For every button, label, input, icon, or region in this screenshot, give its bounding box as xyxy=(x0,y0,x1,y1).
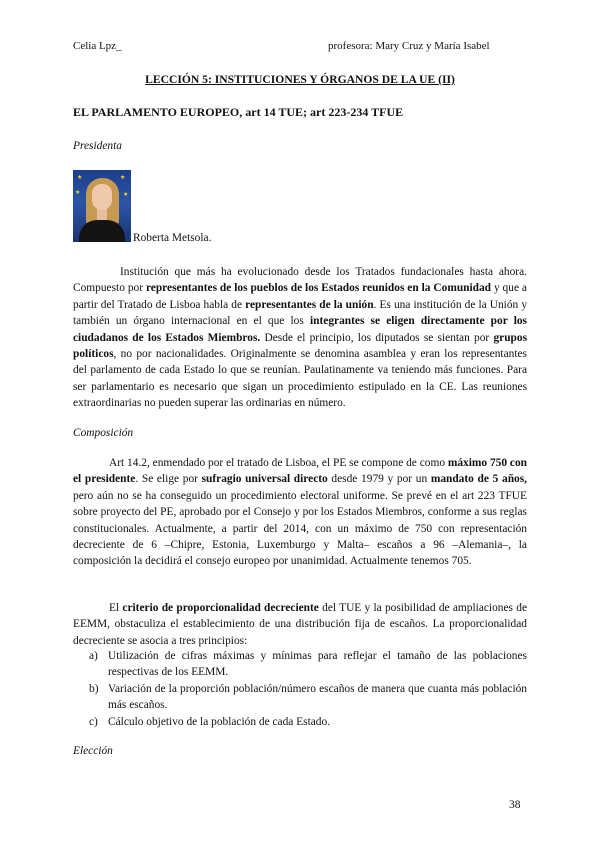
principles-list xyxy=(73,648,527,730)
intro: grupos políticos xyxy=(73,331,528,361)
header-author: Celia Lpz_ xyxy=(73,40,122,52)
intro: Institución que más ha evolucionado desde los Tratados fundacionales hasta ahora. Compuesto por xyxy=(73,266,527,295)
intro: representantes de la unión xyxy=(245,298,374,311)
principle-marker: c) xyxy=(89,715,98,728)
intro: Desde el principio, los diputados se sientan por xyxy=(260,331,494,344)
principle-item xyxy=(73,648,527,681)
principle-marker: a) xyxy=(89,650,98,662)
composicion-p1: . Se elige por xyxy=(135,473,202,486)
presidenta-heading: Presidenta xyxy=(73,140,122,152)
composicion-p1: desde 1979 y por un xyxy=(327,473,431,486)
composicion-p1: Art 14.2, enmendado por el tratado de Lisboa, el PE se compone de como xyxy=(109,457,448,469)
intro: integrantes se eligen directamente por los ciudadanos de los Estados Miembros. xyxy=(73,315,527,344)
principle-marker: b) xyxy=(89,682,99,695)
intro: , no por nacionalidades. Originalmente se denomina asamblea y eran los representantes del parlamento de cada Estado lo que se reunían. Paulatinamente va teniendo más funciones. Para ser parlamentario es necesario que sigan un procedimiento estipulado en la CE. Las reuniones extraordinarias no pueden superar las ordinarias en número. xyxy=(73,348,527,410)
lesson-title: LECCIÓN 5: INSTITUCIONES Y ÓRGANOS DE LA UE (II) xyxy=(145,73,455,86)
intro: representantes de los pueblos de los Estados reunidos en la Comunidad xyxy=(145,282,492,295)
president-caption: Roberta Metsola. xyxy=(133,232,212,244)
composicion-p2: criterio de proporcionalidad decreciente xyxy=(122,602,319,614)
president-photo: ★ ★ ★ ★ xyxy=(73,170,131,242)
principle-item xyxy=(73,714,527,730)
principle-item xyxy=(73,681,527,714)
intro-paragraph xyxy=(73,264,527,412)
intro: . Es una institución de la Unión y también un órgano internacional en el que los xyxy=(73,298,528,328)
composicion-paragraph-2 xyxy=(73,600,527,649)
principle-text: Variación de la proporción población/número escaños de manera que cuanta más población más escaños. xyxy=(108,682,527,712)
page-number: 38 xyxy=(509,799,521,811)
eleccion-heading: Elección xyxy=(73,745,113,757)
intro: y que a partir del Tratado de Lisboa habla de xyxy=(73,282,527,311)
composicion-p1: mandato de 5 años, xyxy=(430,473,528,486)
composicion-p1: pero aún no se ha conseguido un procedimiento electoral uniforme. Se prevé en el art 223 TFUE sobre proyecto del PE, aprobado por el Consejo y por los Estados Miembros, conforme a sus reglas constitucionales. Actualmente, a partir del 2014, con un máximo de 750 con representación decreciente de 6 –Chipre, Estonia, Luxemburgo y Malta– escaños a 96 –Alemania–, la composición la decidirá el consejo europeo por unanimidad. Actualmente tenemos 705. xyxy=(73,489,527,568)
section-title: EL PARLAMENTO EUROPEO, art 14 TUE; art 223-234 TFUE xyxy=(73,105,404,119)
composicion-p2: El xyxy=(109,602,123,614)
header-teacher: profesora: Mary Cruz y María Isabel xyxy=(328,40,490,52)
composicion-p1: sufragio universal directo xyxy=(201,473,328,486)
composicion-p2: del TUE y la posibilidad de ampliaciones de EEMM, obstaculiza el establecimiento de una distribución fija de escaños. La proporcionalidad decreciente se asocia a tres principios: xyxy=(73,602,527,647)
composicion-p1: máximo 750 con el presidente xyxy=(73,457,527,486)
composicion-paragraph-1 xyxy=(73,455,527,570)
principle-text: Cálculo objetivo de la población de cada Estado. xyxy=(108,715,331,728)
composicion-heading: Composición xyxy=(73,427,134,439)
principle-text: Utilización de cifras máximas y mínimas para reflejar el tamaño de las poblaciones respectivas de los EEMM. xyxy=(108,650,527,679)
